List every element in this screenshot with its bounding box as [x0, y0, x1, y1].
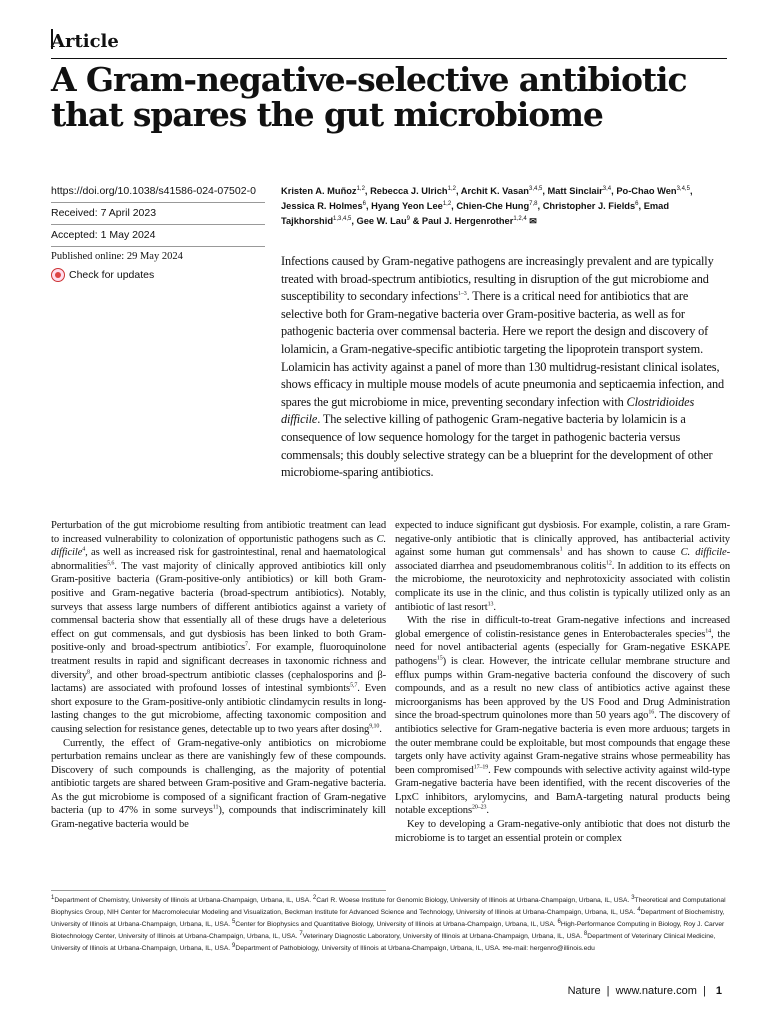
author-name: Chien-Che Hung$^{7,8}$, — [456, 201, 543, 212]
footer-separator: | — [606, 985, 610, 997]
body-paragraph: Perturbation of the gut microbiome resulting from antibiotic treatment can lead to increased vulnerability to colonization of opportunistic pathogens such as C. difficile$^4$, as well as increased risk for gastrointestinal, renal and haematological abnormalities$^{5,6}$. The vast majority of clinically approved antibiotics kill only Gram-positive bacteria (Gram-positive-only antibiotics) or kill both Gram-positive and Gram-negative bacteria (broad-spectrum antibiotics). Notably, surveys that assess large numbers of different antibiotics against a variety of commensal bacteria show that essentially all of these drugs have a deleterious effect on gut commensals, and gut dysbiosis has been linked to both Gram-positive-only and broad-spectrum antibiotics$^7$. For example, fluoroquinolone treatment results in rapid and significant decreases in taxonomic richness and diversity$^8$, and other broad-spectrum antibiotic classes (cephalosporins and β-lactams) are associated with profound losses of intestinal symbionts$^{5,7}$. Even short exposure to the Gram-positive-only antibiotic clindamycin results in long-lasting changes to the gut microbiome, affecting taxonomic composition and causing selection for resistance genes, detectable up to two years after dosing$^{9,10}$. — [51, 520, 386, 735]
author-name: Rebecca J. Ulrich$^{1,2}$, — [370, 185, 461, 196]
author-name: Kristen A. Muñoz$^{1,2}$, — [281, 185, 371, 196]
journal-url[interactable]: www.nature.com — [615, 985, 697, 997]
body-column-right — [395, 519, 730, 845]
article-title: A Gram-negative-selective antibiotic that spares the gut microbiome — [51, 60, 687, 134]
check-updates-label: Check for updates — [69, 269, 155, 281]
body-paragraph: With the rise in difficult-to-treat Gram-negative infections and increased global emergence of colistin-resistance genes in Enterobacterales species$^{14}$, the need for novel antibacterial agents (especially for Gram-negative ESKAPE pathogens$^{15}$) is clear. However, the intricate cellular membrane structure and efflux pumps within Gram-negative bacteria confound the discovery of such compounds, and as a result no new class of antibiotics active against these microorganisms has been approved by the US Food and Drug Administration since the broad-spectrum quinolones more than 50 years ago$^{16}$. The discovery of antibiotics selective for Gram-negative bacteria is even more arduous; targets in the outer membrane could be exploitable, but most compounds that engage these targets only have activity against Gram-negative strains whose permeability has been compromised$^{17-19}$. Few compounds with selective activity against wild-type Gram-negative bacteria have been identified, with the recent discoveries of the LpxC inhibitors, arylomycins, and BamA-targeting natural products being notable exceptions$^{20-23}$. — [395, 615, 731, 817]
check-updates-button[interactable] — [51, 268, 154, 282]
crossmark-icon — [51, 268, 65, 282]
journal-name: Nature — [567, 985, 601, 997]
article-type-label: Article — [51, 31, 119, 52]
affiliations: $^1$Department of Chemistry, University of Illinois at Urbana-Champaign, Urbana, IL, USA. $^2$Carl R. Woese Institute for Genomic Biology, University of Illinois at Urbana-Champaign, Urbana, IL, USA. $^3$Theoretical and Computational Biophysics Group, NIH Center for Macromolecular Modeling and Visualization, Beckman Institute for Advanced Science and Technology, University of Illinois at Urbana-Champaign, Urbana, IL, USA. $^4$Department of Biochemistry, University of Illinois at Urbana-Champaign, Urbana, IL, USA. $^5$Center for Biophysics and Quantitative Biology, University of Illinois at Urbana-Champaign, Urbana, IL, USA. $^6$High-Performance Computing in Biology, Roy J. Carver Biotechnology Center, University of Illinois at Urbana-Champaign, Urbana, IL, USA. $^7$Veterinary Diagnostic Laboratory, University of Illinois at Urbana-Champaign, Urbana, IL, USA. $^8$Department of Veterinary Clinical Medicine, University of Illinois at Urbana-Champaign, Urbana, IL, USA. $^9$Department of Pathobiology, University of Illinois at Urbana-Champaign, Urbana, IL, USA. ✉e-mail: hergenro@illinois.edu — [51, 894, 726, 953]
author-name: Paul J. Hergenrother$^{1,2,4}$ — [421, 216, 527, 227]
meta-divider — [51, 202, 265, 203]
meta-divider — [51, 246, 265, 247]
author-name: Gee W. Lau$^9$ & — [356, 216, 422, 227]
author-list — [281, 184, 727, 230]
received-date: Received: 7 April 2023 — [51, 207, 157, 219]
accepted-date: Accepted: 1 May 2024 — [51, 229, 156, 241]
body-paragraph: Key to developing a Gram-negative-only antibiotic that does not disturb the microbiome is to target an essential protein or complex — [395, 819, 730, 844]
published-date: Published online: 29 May 2024 — [51, 251, 183, 262]
author-name: Christopher J. Fields$^6$, — [542, 201, 644, 212]
abstract: Infections caused by Gram-negative pathogens are increasingly prevalent and are typically treated with broad-spectrum antibiotics, resulting in disruption of the gut microbiome and susceptibility to secondary infections$^{1-3}$. There is a critical need for antibiotics that are selective both for Gram-negative bacteria over Gram-positive bacteria, as well as for pathogenic bacteria over commensal bacteria. Here we report the design and discovery of lolamicin, a Gram-negative-specific antibiotic targeting the lipoprotein transport system. Lolamicin has activity against a panel of more than 130 multidrug-resistant clinical isolates, shows efficacy in multiple mouse models of acute pneumonia and septicaemia infection, and spares the gut microbiome in mice, preventing secondary infection with Clostridioides difficile. The selective killing of pathogenic Gram-negative bacteria by lolamicin is a consequence of low sequence homology for the target in pathogenic bacteria versus commensals; this doubly selective strategy can be a blueprint for the development of other microbiome-sparing antibiotics. — [281, 254, 724, 480]
footnote-rule — [51, 890, 386, 891]
author-name: Hyang Yeon Lee$^{1,2}$, — [371, 201, 457, 212]
doi-link[interactable]: https://doi.org/10.1038/s41586-024-07502-0 — [51, 185, 256, 197]
page-number: 1 — [715, 985, 722, 997]
meta-divider — [51, 224, 265, 225]
body-column-left — [51, 519, 386, 832]
author-name: Archit K. Vasan$^{3,4,5}$, — [460, 185, 548, 196]
body-paragraph: expected to induce significant gut dysbiosis. For example, colistin, a rare Gram-negative-only antibiotic that is clinically approved, has antibacterial activity against some human gut commensals$^1$ and has shown to cause C. difficile-associated diarrhea and pseudomembranous colitis$^{12}$. In addition to its effects on the microbiome, the neurotoxicity and nephrotoxicity associated with colistin complicate its use in the clinic, and thus colistin is typically utilized only as an antibiotic of last resort$^{13}$. — [395, 520, 730, 613]
author-name: Po-Chao Wen$^{3,4,5}$, — [616, 185, 693, 196]
author-name: Emad Tajkhorshid$^{1,3,4,5}$, — [281, 201, 670, 227]
footer-separator: | — [702, 985, 706, 997]
title-rule — [51, 58, 727, 59]
page-footer — [568, 985, 722, 997]
author-name: Matt Sinclair$^{3,4}$, — [547, 185, 617, 196]
body-paragraph: Currently, the effect of Gram-negative-only antibiotics on microbiome perturbation remains unclear as there are vanishingly few of these compounds. Discovery of such compounds is challenging, as the majority of potential antibiotic targets are shared between Gram-positive and Gram-negative bacteria. As the gut microbiome is composed of a significant fraction of Gram-negative bacteria (up to 47% in some surveys$^{11}$), compounds that indiscriminately kill Gram-negative bacteria would be — [51, 737, 386, 831]
author-name: Jessica R. Holmes$^6$, — [281, 201, 372, 212]
email-icon[interactable]: ✉ — [526, 216, 537, 227]
